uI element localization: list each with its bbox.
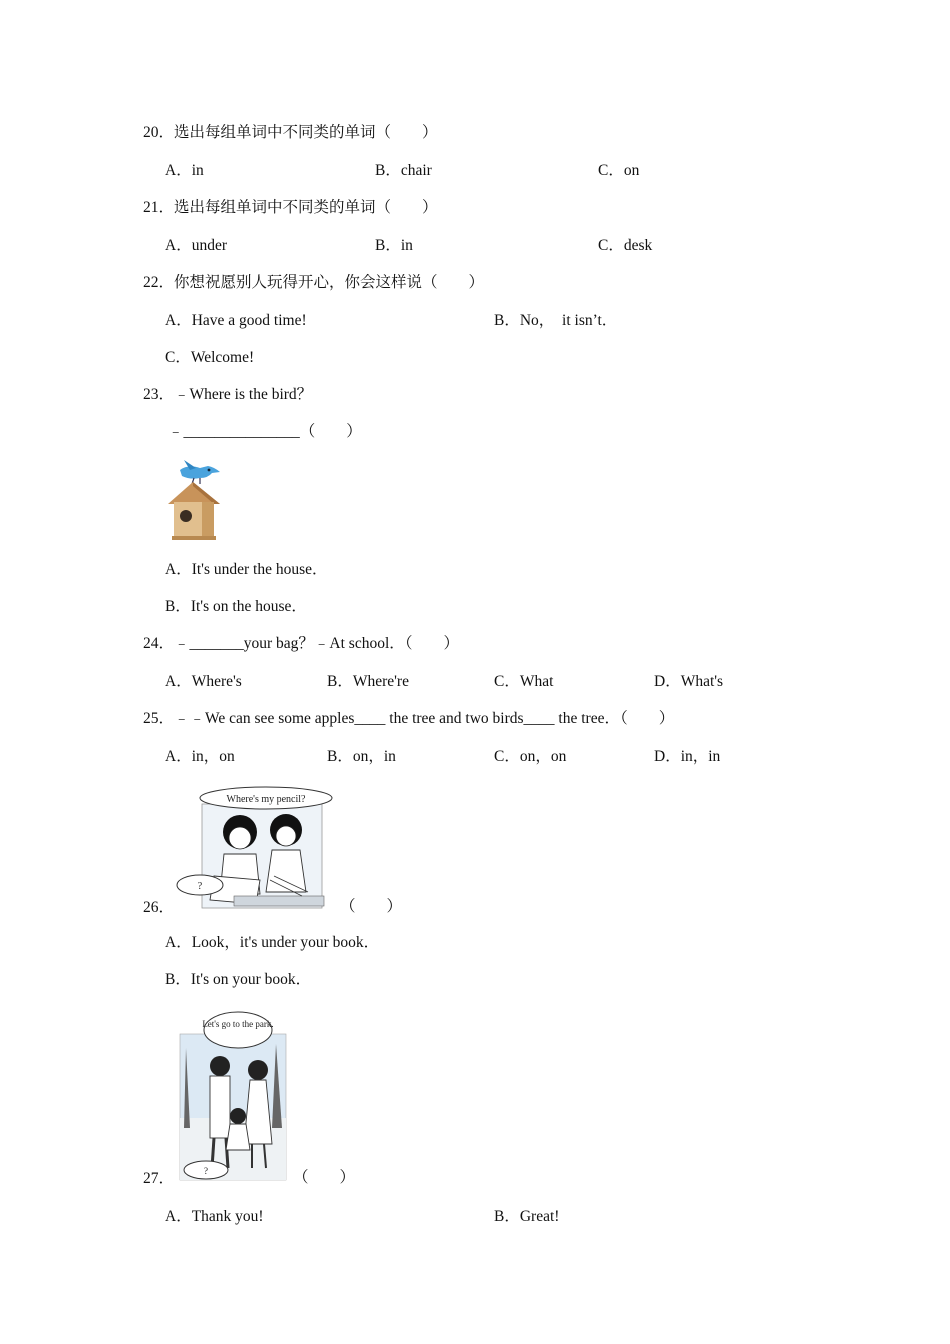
q20-stem: 20．选出每组单词中不同类的单词（ ） <box>143 124 438 141</box>
q24-option-d[interactable]: D．What's <box>654 673 724 690</box>
q21-stem: 21．选出每组单词中不同类的单词（ ） <box>143 199 438 216</box>
q25-option-a[interactable]: A．in，on <box>165 748 235 765</box>
q25-option-b[interactable]: B．on，in <box>327 748 396 765</box>
q27-bracket: （ ） <box>293 1169 356 1186</box>
q26-bracket: （ ） <box>340 898 403 915</box>
q26-bubble-top-text: Where's my pencil? <box>226 794 306 805</box>
q27-option-b[interactable]: B．Great! <box>494 1208 560 1225</box>
q27-bubble-line1: Let's go to the park. <box>202 1019 274 1029</box>
birdhouse-image <box>162 458 228 542</box>
q20-option-b[interactable]: B．chair <box>375 162 432 179</box>
q25-option-d[interactable]: D．in，in <box>654 748 721 765</box>
q22-option-c[interactable]: C．Welcome! <box>165 349 255 366</box>
q23-answer-line: ﹣_______________（ ） <box>168 423 362 440</box>
q22-option-a[interactable]: A．Have a good time! <box>165 312 307 329</box>
q23-stem: 23．﹣Where is the bird？ <box>143 386 313 403</box>
q21-option-b[interactable]: B．in <box>375 237 413 254</box>
q24-option-b[interactable]: B．Where're <box>327 673 409 690</box>
q26-option-a[interactable]: A．Look，it's under your book． <box>165 934 380 951</box>
q27-bubble-bottom-text: ? <box>204 1166 208 1176</box>
q25-option-c[interactable]: C．on，on <box>494 748 567 765</box>
q20-option-c[interactable]: C．on <box>598 162 640 179</box>
q22-option-b[interactable]: B．No， it isn’t． <box>494 312 618 329</box>
q24-stem: 24．﹣_______your bag？﹣At school．（ ） <box>143 635 460 652</box>
q23-option-a[interactable]: A．It's under the house． <box>165 561 328 578</box>
q23-option-b[interactable]: B．It's on the house． <box>165 598 307 615</box>
q27-number: 27． <box>143 1170 175 1187</box>
q26-option-b[interactable]: B．It's on your book． <box>165 971 312 988</box>
q22-stem: 22．你想祝愿别人玩得开心，你会这样说（ ） <box>143 274 485 291</box>
q20-option-a[interactable]: A．in <box>165 162 204 179</box>
q26-bubble-bottom-text: ? <box>197 881 203 892</box>
pencil-dialogue-image <box>174 784 334 912</box>
q25-stem: 25．﹣﹣We can see some apples____ the tree and two birds____ the tree．（ ） <box>143 710 675 727</box>
q24-option-a[interactable]: A．Where's <box>165 673 242 690</box>
park-dialogue-image <box>176 1008 290 1184</box>
q27-option-a[interactable]: A．Thank you! <box>165 1208 264 1225</box>
q21-option-a[interactable]: A．under <box>165 237 227 254</box>
q21-option-c[interactable]: C．desk <box>598 237 653 254</box>
q26-number: 26． <box>143 899 175 916</box>
q24-option-c[interactable]: C．What <box>494 673 554 690</box>
